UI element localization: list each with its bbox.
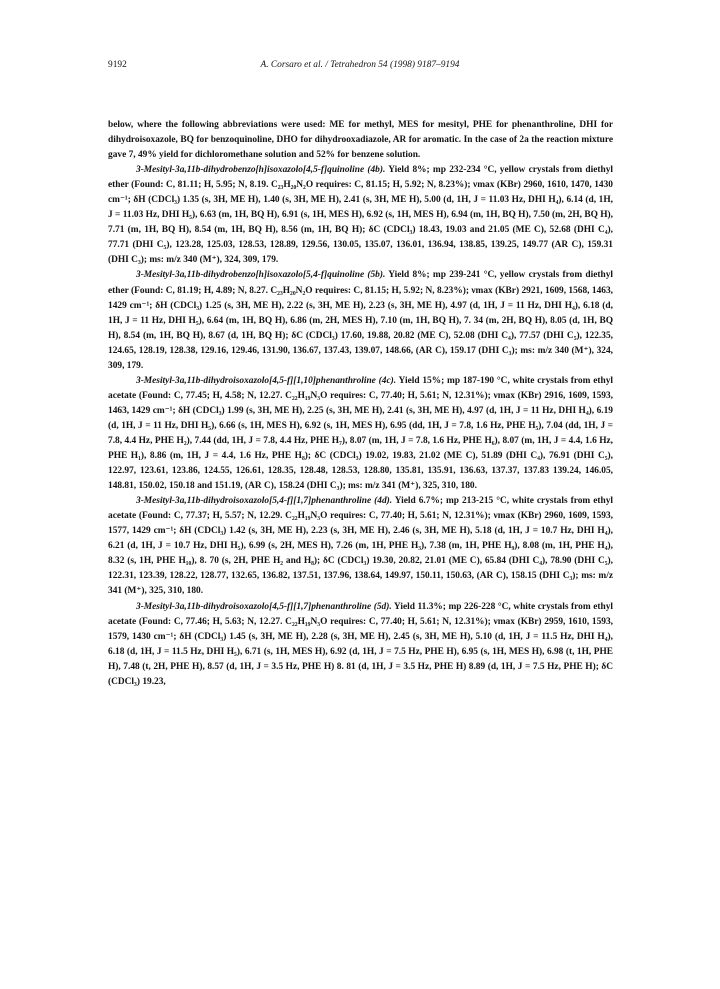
running-header-citation: A. Corsaro et al. / Tetrahedron 54 (1998) 9187–9194 xyxy=(260,60,460,70)
compound-name: 3-Mesityl-3a,11b-dihydroisoxazolo[4,5-f][1,10]phenanthroline (4c). xyxy=(136,375,397,386)
article-body xyxy=(108,118,613,690)
compound-name: 3-Mesityl-3a,11b-dihydroisoxazolo[4,5-f][1,7]phenanthroline (5d). xyxy=(136,601,392,612)
compound-entry-5d xyxy=(108,600,613,690)
intro-paragraph: below, where the following abbreviations were used: ME for methyl, MES for mesityl, PHE for phenanthroline, DHI for dihydroisoxazole, BQ for benzoquinoline, DHO for dihydrooxadiazole, AR for aromatic. In the case of 2a the reaction mixture gave 7, 49% yield for dichloromethane solution and 52% for benzene solution. xyxy=(108,120,613,161)
compound-data: Yield 15%; mp 187-190 °C, white crystals from ethyl acetate (Found: C, 77.45; H, 4.58; N, 12.27. C₂₂H₁₉N₃O requires: C, 77.40; H, 5.61; N, 12.31%); νmax (KBr) 2916, 1609, 1593, 1463, 1429 cm⁻¹; δH (CDCl₃) 1.99 (s, 3H, ME H), 2.25 (s, 3H, ME H), 2.41 (s, 3H, ME H), 4.97 (d, 1H, J = 11 Hz, DHI H₄), 6.19 (d, 1H, J = 11 Hz, DHI H₅), 6.66 (s, 1H, MES H), 6.92 (s, 1H, MES H), 6.95 (dd, 1H, J = 7.8, 1.6 Hz, PHE H₅), 7.04 (dd, 1H, J = 7.8, 4.4 Hz, PHE H₂), 7.44 (dd, 1H, J = 7.8, 4.4 Hz, PHE H₇), 8.07 (m, 1H, J = 7.8, 1.6 Hz, PHE H₆), 8.07 (m, 1H, J = 4.4, 1.6 Hz, PHE H₁), 8.86 (m, 1H, J = 4.4, 1.6 Hz, PHE H₈); δC (CDCl₃) 19.02, 19.83, 21.02 (ME C), 51.89 (DHI C₄), 76.91 (DHI C₅), 122.97, 123.61, 123.86, 124.55, 126.61, 128.35, 128.48, 128.53, 128.80, 135.81, 135.91, 136.63, 137.37, 137.83 139.24, 146.05, 148.81, 150.02, 150.18 and 151.19, (AR C), 158.24 (DHI C₃); ms: m/z 341 (M⁺), 325, 310, 180. xyxy=(108,375,614,492)
compound-data: Yield 8%; mp 239-241 °C, yellow crystals from diethyl ether (Found: C, 81.19; H, 4.89; N, 8.27. C₂₃H₂₀N₂O requires: C, 81.15; H, 5.92; N, 8.23%); νmax (KBr) 2921, 1609, 1568, 1463, 1429 cm⁻¹; δH (CDCl₃) 1.25 (s, 3H, ME H), 2.22 (s, 3H, ME H), 2.23 (s, 3H, ME H), 4.97 (d, 1H, J = 11 Hz, DHI H₄), 6.18 (d, 1H, J = 11 Hz, DHI H₅), 6.64 (m, 1H, BQ H), 6.86 (m, 2H, MES H), 7.10 (m, 1H, BQ H), 7. 34 (m, 2H, BQ H), 8.05 (d, 1H, BQ H), 8.54 (m, 1H, BQ H), 8.67 (d, 1H, BQ H); δC (CDCl₃) 17.60, 19.88, 20.82 (ME C), 52.08 (DHI C₄), 77.57 (DHI C₅), 122.35, 124.65, 128.19, 128.38, 129.16, 129.46, 131.90, 136.67, 137.43, 139.07, 148.66, (AR C), 159.17 (DHI C₃); ms: m/z 340 (M⁺), 324, 309, 179. xyxy=(108,270,613,371)
compound-name: 3-Mesityl-3a,11b-dihydroisoxazolo[5,4-f][1,7]phenanthroline (4d). xyxy=(136,496,393,507)
compound-data: Yield 11.3%; mp 226-228 °C, white crystals from ethyl acetate (Found: C, 77.46; H, 5.63; N, 12.27. C₂₂H₁₉N₃O requires: C, 77.40; H, 5.61; N, 12.31%); νmax (KBr) 2959, 1610, 1593, 1579, 1430 cm⁻¹; δH (CDCl₃) 1.45 (s, 3H, ME H), 2.28 (s, 3H, ME H), 2.45 (s, 3H, ME H), 5.10 (d, 1H, J = 11.5 Hz, DHI H₄), 6.18 (d, 1H, J = 11.5 Hz, DHI H₅), 6.71 (s, 1H, MES H), 6.92 (d, 1H, J = 7.5 Hz, PHE H), 6.95 (s, 1H, MES H), 6.98 (t, 1H, PHE H), 7.48 (t, 2H, PHE H), 8.57 (d, 1H, J = 3.5 Hz, PHE H) 8. 81 (d, 1H, J = 3.5 Hz, PHE H) 8.89 (d, 1H, J = 7.5 Hz, PHE H); δC (CDCl₃) 19.23, xyxy=(108,601,614,687)
compound-entry-4d xyxy=(108,494,613,599)
page-number: 9192 xyxy=(108,60,127,70)
compound-entry-4c xyxy=(108,374,613,494)
compound-entry-4b xyxy=(108,163,613,268)
compound-data: Yield 6.7%; mp 213-215 °C, white crystals from ethyl acetate (Found: C, 77.37; H, 5.57; N, 12.29. C₂₂H₁₉N₃O requires: C, 77.40; H, 5.61; N, 12.31%); νmax (KBr) 2960, 1609, 1593, 1577, 1429 cm⁻¹; δH (CDCl₃) 1.42 (s, 3H, ME H), 2.23 (s, 3H, ME H), 2.46 (s, 3H, ME H), 5.18 (d, 1H, J = 10.7 Hz, DHI H₄), 6.21 (d, 1H, J = 10.7 Hz, DHI H₅), 6.99 (s, 2H, MES H), 7.26 (m, 1H, PHE H₃), 7.38 (m, 1H, PHE H₉), 8.08 (m, 1H, PHE H₄), 8.32 (s, 1H, PHE H₁₀), 8. 70 (s, 2H, PHE H₂ and H₈); δC (CDCl₃) 19.30, 20.82, 21.01 (ME C), 65.84 (DHI C₄), 78.90 (DHI C₅), 122.31, 123.39, 128.22, 128.77, 132.65, 136.82, 137.51, 137.96, 138.64, 149.97, 150.11, 150.63, (AR C), 158.15 (DHI C₃); ms: m/z 341 (M⁺), 325, 310, 180. xyxy=(108,496,613,597)
compound-name: 3-Mesityl-3a,11b-dihydrobenzo[h]isoxazolo[4,5-f]quinoline (4b). xyxy=(136,165,386,176)
compound-name: 3-Mesityl-3a,11b-dihydrobenzo[h]isoxazolo[5,4-f]quinoline (5b). xyxy=(136,270,386,281)
compound-entry-5b xyxy=(108,268,613,373)
compound-data: Yield 8%; mp 232-234 °C, yellow crystals from diethyl ether (Found: C, 81.11; H, 5.95; N, 8.19. C₂₃H₂₀N₂O requires: C, 81.15; H, 5.92; N, 8.23%); νmax (KBr) 2960, 1610, 1470, 1430 cm⁻¹; δH (CDCl₃) 1.35 (s, 3H, ME H), 1.40 (s, 3H, ME H), 2.41 (s, 3H, ME H), 5.00 (d, 1H, J = 11.03 Hz, DHI H₄), 6.14 (d, 1H, J = 11.03 Hz, DHI H₅), 6.63 (m, 1H, BQ H), 6.91 (s, 1H, MES H), 6.92 (s, 1H, MES H), 6.94 (m, 1H, BQ H), 7.50 (m, 2H, BQ H), 7.71 (m, 1H, BQ H), 8.54 (m, 1H, BQ H), 8.56 (m, 1H, BQ H); δC (CDCl₃) 18.43, 19.03 and 21.05 (ME C), 52.68 (DHI C₄), 77.71 (DHI C₅), 123.28, 125.03, 128.53, 128.89, 129.56, 130.05, 135.07, 136.01, 136.94, 138.85, 139.25, 149.77 (AR C), 159.31 (DHI C₃); ms: m/z 340 (M⁺), 324, 309, 179. xyxy=(108,165,613,266)
